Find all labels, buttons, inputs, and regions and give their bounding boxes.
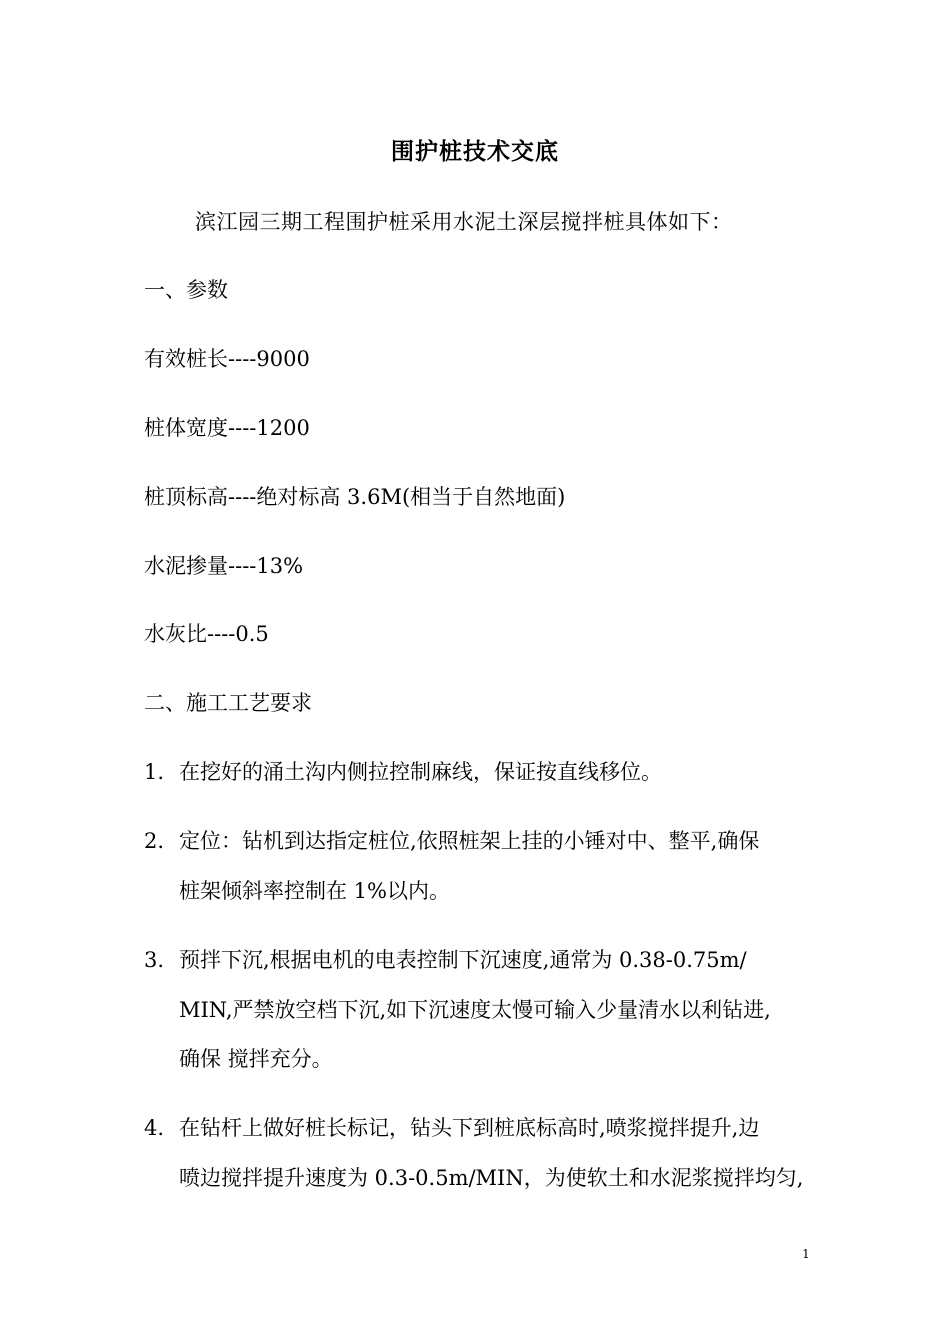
list-item-text: 在钻杆上做好桩长标记，钻头下到桩底标高时,喷浆搅拌提升,边 (179, 1116, 760, 1140)
list-item-number: 1. (144, 760, 165, 784)
list-item-number: 2. (144, 829, 165, 853)
list-item-text: 在挖好的涌土沟内侧拉控制麻线，保证按直线移位。 (179, 760, 662, 784)
list-item-text: 确保 搅拌充分。 (179, 1047, 333, 1071)
list-item-text: 喷边搅拌提升速度为 0.3-0.5m/MIN，为使软土和水泥浆搅拌均匀, (179, 1166, 804, 1190)
intro-paragraph: 滨江园三期工程围护桩采用水泥土深层搅拌桩具体如下： (195, 210, 733, 234)
param-pile-top-elevation: 桩顶标高----绝对标高 3.6M(相当于自然地面) (144, 485, 566, 509)
list-item-text: 定位：钻机到达指定桩位,依照桩架上挂的小锤对中、整平,确保 (179, 829, 760, 853)
list-item-text: 预拌下沉,根据电机的电表控制下沉速度,通常为 0.38-0.75m/ (179, 948, 747, 972)
page-number: 1 (802, 1247, 810, 1261)
param-pile-length: 有效桩长----9000 (144, 347, 310, 371)
param-cement-content: 水泥掺量----13% (144, 554, 304, 578)
section-heading-parameters: 一、参数 (144, 278, 228, 302)
section-heading-process: 二、施工工艺要求 (144, 691, 312, 715)
list-item-number: 4. (144, 1116, 165, 1140)
list-item-number: 3. (144, 948, 165, 972)
list-item-text: MIN,严禁放空档下沉,如下沉速度太慢可输入少量清水以利钻进, (179, 998, 771, 1022)
document-title: 围护桩技术交底 (391, 139, 559, 165)
param-pile-width: 桩体宽度----1200 (144, 416, 310, 440)
param-water-cement-ratio: 水灰比----0.5 (144, 622, 269, 646)
list-item-text: 桩架倾斜率控制在 1%以内。 (179, 879, 450, 903)
